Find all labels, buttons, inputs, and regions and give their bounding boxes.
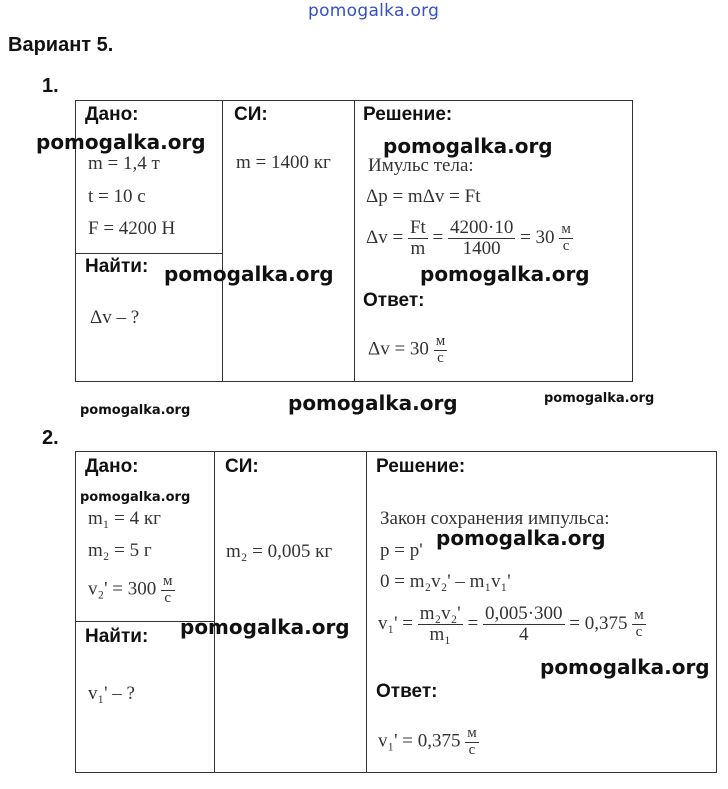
watermark: pomogalka.org [383,134,553,158]
fraction-numerator: 0,005·300 [484,603,563,624]
answer-lhs: v₁' = 0,375 [378,730,461,752]
problem-1-calculation [366,218,573,259]
problem-1-answer-header: Ответ: [363,290,425,311]
fraction-numerator: m₂v₂' [419,603,461,624]
unit-denominator: с [468,741,476,758]
watermark-top: pomogalka.org [308,1,440,21]
watermark: pomogalka.org [164,262,334,286]
problem-2-given-v2 [88,574,175,607]
watermark: pomogalka.org [436,526,606,550]
problem-2-conservation-equation: p = p' [380,540,423,561]
fraction-denominator: m [410,237,426,259]
calc-result: = 30 [520,226,555,248]
problem-1-solution-intro: Имульс тела: [368,155,474,176]
problem-2-answer [378,726,479,759]
problem-2-number: 2. [42,427,59,449]
fraction-denominator: 4 [518,623,529,645]
problem-2-given-m2: m₂ = 5 г [88,540,152,561]
fraction-numerator: 4200·10 [450,217,514,238]
fraction-denominator: 1400 [462,237,501,259]
problem-2-find-header: Найти: [85,626,149,647]
calc-lhs: Δv = [366,226,404,248]
unit-numerator: м [634,607,644,624]
watermark: pomogalka.org [80,403,191,418]
watermark: pomogalka.org [36,130,206,154]
watermark: pomogalka.org [544,391,655,406]
unit-denominator: с [437,349,444,366]
problem-1-answer [368,334,447,367]
watermark: pomogalka.org [540,655,710,679]
problem-1-momentum-equation: Δp = mΔv = Ft [366,186,481,207]
problem-1-given-time: t = 10 с [88,186,146,207]
problem-2-si-value: m₂ = 0,005 кг [226,541,333,562]
fraction-denominator: m₁ [429,623,451,645]
problem-2-given-m1: m₁ = 4 кг [88,508,161,529]
problem-1-si-header: СИ: [234,104,268,125]
problem-1-given-header: Дано: [85,104,139,125]
unit-numerator: м [435,333,446,349]
unit-numerator: м [467,725,477,741]
calc-equals: = [432,226,444,248]
problem-2-si-header: СИ: [225,456,259,477]
problem-1-si-value: m = 1400 кг [236,152,331,173]
unit-denominator: с [635,623,643,640]
calc-equals: = [467,612,479,634]
problem-2-answer-header: Ответ: [376,681,438,702]
problem-1-find-header: Найти: [85,256,149,277]
problem-1-find-value: Δv – ? [90,307,140,328]
problem-2-given-header: Дано: [85,456,139,477]
page-title: Вариант 5. [8,34,114,56]
fraction-numerator: Ft [409,217,426,238]
unit-numerator: м [163,573,173,589]
given-v2-lhs: v₂' = 300 [88,578,157,600]
problem-2-calculation [378,604,646,645]
problem-1-solution-header: Решение: [363,104,453,125]
problem-2-solution-header: Решение: [376,456,466,477]
watermark: pomogalka.org [420,262,590,286]
answer-lhs: Δv = 30 [368,338,429,360]
calc-lhs: v₁' = [378,612,414,634]
unit-denominator: с [164,589,172,606]
problem-1-given-force: F = 4200 Н [88,218,176,239]
unit-denominator: с [562,237,570,254]
calc-result: = 0,375 [569,612,628,634]
problem-1-given-mass: m = 1,4 т [88,153,160,174]
problem-2-solution-intro: Закон сохранения импульса: [380,508,610,529]
unit-numerator: м [561,221,571,238]
problem-2-momentum-balance: 0 = m₂v₂' – m₁v₁' [380,571,511,592]
watermark: pomogalka.org [180,615,350,639]
problem-2-find-value: v₁' – ? [88,683,135,704]
problem-1-number: 1. [42,75,59,97]
watermark: pomogalka.org [288,391,458,415]
watermark: pomogalka.org [80,490,191,505]
